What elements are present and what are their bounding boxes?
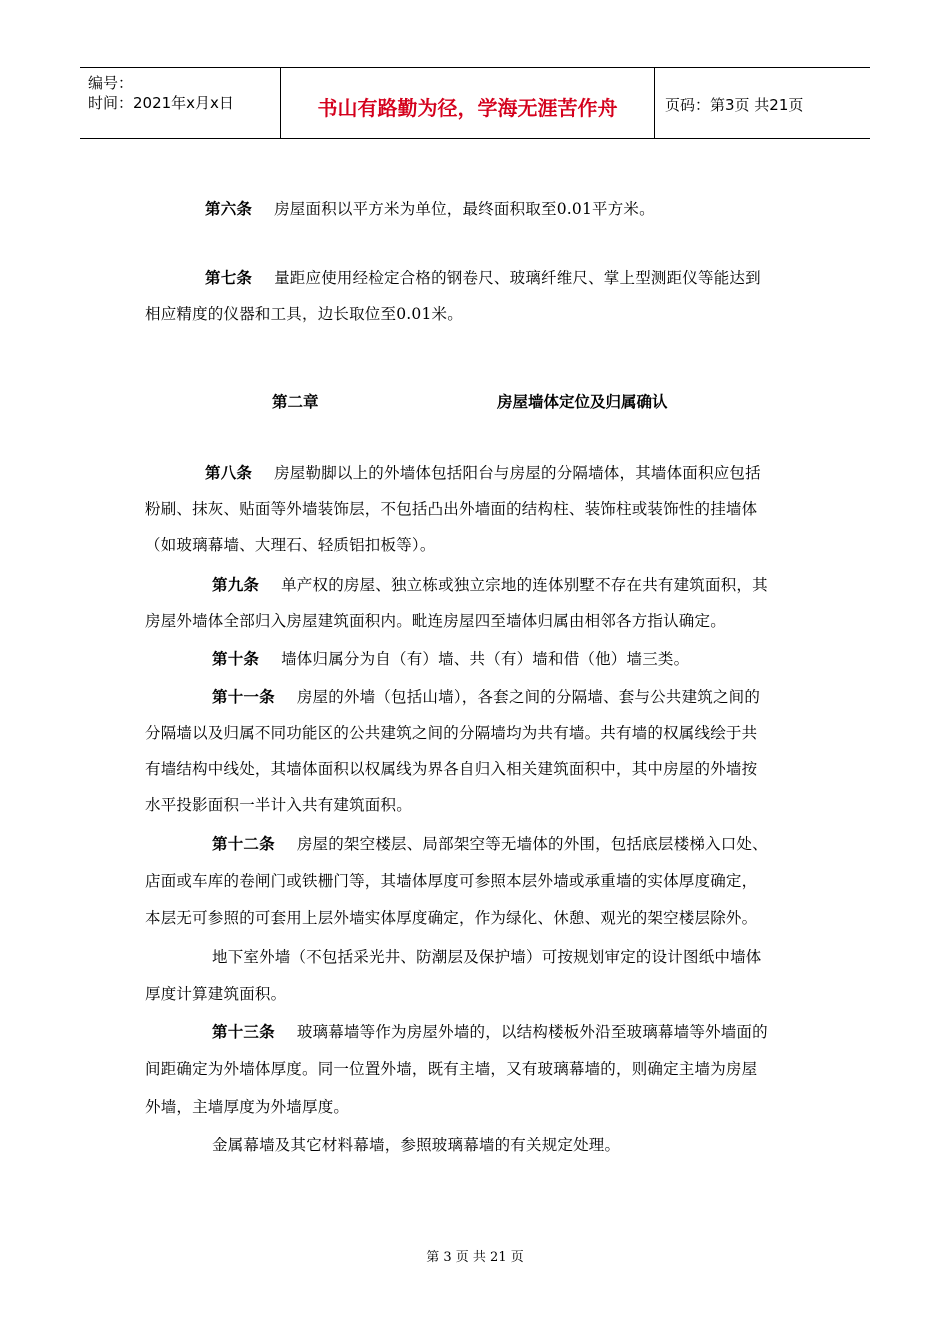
article-11-line-2: 分隔墙以及归属不同功能区的公共建筑之间的分隔墙均为共有墙。共有墙的权属线绘于共 (145, 724, 758, 742)
article-12-text-1: 房屋的架空楼层、局部架空等无墙体的外围，包括底层楼梯入口处、 (296, 835, 768, 853)
article-10-line-1 (212, 647, 689, 669)
article-10-label: 第十条 (212, 649, 260, 668)
article-13-line-2: 间距确定为外墙体厚度。同一位置外墙，既有主墙，又有玻璃幕墙的，则确定主墙为房屋 (145, 1060, 758, 1078)
document-number-label: 编号： (88, 74, 134, 92)
document-time-label: 时间：2021年x月x日 (88, 94, 234, 112)
article-9-label: 第九条 (212, 575, 260, 594)
article-12-line-1 (212, 832, 768, 854)
basement-paragraph-line-1: 地下室外墙（不包括采光井、防潮层及保护墙）可按规划审定的设计图纸中墙体 (212, 948, 762, 966)
article-11-line-4: 水平投影面积一半计入共有建筑面积。 (145, 796, 412, 814)
basement-paragraph-line-2: 厚度计算建筑面积。 (145, 985, 287, 1003)
header-motto-cell (280, 68, 655, 138)
article-10-text: 墙体归属分为自（有）墙、共（有）墙和借（他）墙三类。 (281, 650, 690, 668)
article-6-label: 第六条 (205, 199, 253, 218)
article-11-line-1 (212, 685, 760, 707)
article-6-text: 房屋面积以平方米为单位，最终面积取至0.01平方米。 (274, 200, 655, 218)
article-7-line-2: 相应精度的仪器和工具，边长取位至0.01米。 (145, 305, 463, 323)
article-8-line-1 (205, 461, 761, 483)
header-page-number: 页码：第3页 共21页 (665, 96, 804, 114)
article-13-text-1: 玻璃幕墙等作为房屋外墙的，以结构楼板外沿至玻璃幕墙等外墙面的 (296, 1023, 768, 1041)
article-13-label: 第十三条 (212, 1022, 275, 1041)
metal-curtain-wall-paragraph: 金属幕墙及其它材料幕墙，参照玻璃幕墙的有关规定处理。 (212, 1136, 621, 1154)
header-motto: 书山有路勤为径，学海无涯苦作舟 (317, 96, 618, 120)
article-7-text-1: 量距应使用经检定合格的钢卷尺、玻璃纤维尺、掌上型测距仪等能达到 (274, 269, 761, 287)
article-6-line-1 (205, 197, 655, 219)
article-11-label: 第十一条 (212, 687, 275, 706)
article-9-line-1 (212, 573, 768, 595)
article-7-label: 第七条 (205, 268, 253, 287)
chapter-title: 房屋墙体定位及归属确认 (497, 392, 668, 411)
article-12-line-2: 店面或车库的卷闸门或铁栅门等，其墙体厚度可参照本层外墙或承重墙的实体厚度确定， (145, 872, 758, 890)
article-11-line-3: 有墙结构中线处，其墙体面积以权属线为界各自归入相关建筑面积中，其中房屋的外墙按 (145, 760, 758, 778)
article-13-line-1 (212, 1020, 768, 1042)
article-8-line-2: 粉刷、抹灰、贴面等外墙装饰层，不包括凸出外墙面的结构柱、装饰柱或装饰性的挂墙体 (145, 500, 758, 518)
article-8-label: 第八条 (205, 463, 253, 482)
article-8-text-1: 房屋勒脚以上的外墙体包括阳台与房屋的分隔墙体，其墙体面积应包括 (274, 464, 761, 482)
article-12-label: 第十二条 (212, 834, 275, 853)
chapter-number: 第二章 (272, 392, 319, 411)
article-8-line-3: （如玻璃幕墙、大理石、轻质铝扣板等）。 (145, 536, 436, 554)
page-header (80, 67, 870, 139)
article-11-text-1: 房屋的外墙（包括山墙），各套之间的分隔墙、套与公共建筑之间的 (296, 688, 761, 706)
header-page-cell (655, 68, 870, 138)
article-9-text-1: 单产权的房屋、独立栋或独立宗地的连体别墅不存在共有建筑面积，其 (281, 576, 768, 594)
article-7-line-1 (205, 266, 761, 288)
article-13-line-3: 外墙，主墙厚度为外墙厚度。 (145, 1098, 350, 1116)
header-left-cell (80, 68, 280, 138)
page-footer: 第 3 页 共 21 页 (426, 1250, 524, 1265)
article-12-line-3: 本层无可参照的可套用上层外墙实体厚度确定，作为绿化、休憩、观光的架空楼层除外。 (145, 909, 758, 927)
article-9-line-2: 房屋外墙体全部归入房屋建筑面积内。毗连房屋四至墙体归属由相邻各方指认确定。 (145, 612, 726, 630)
